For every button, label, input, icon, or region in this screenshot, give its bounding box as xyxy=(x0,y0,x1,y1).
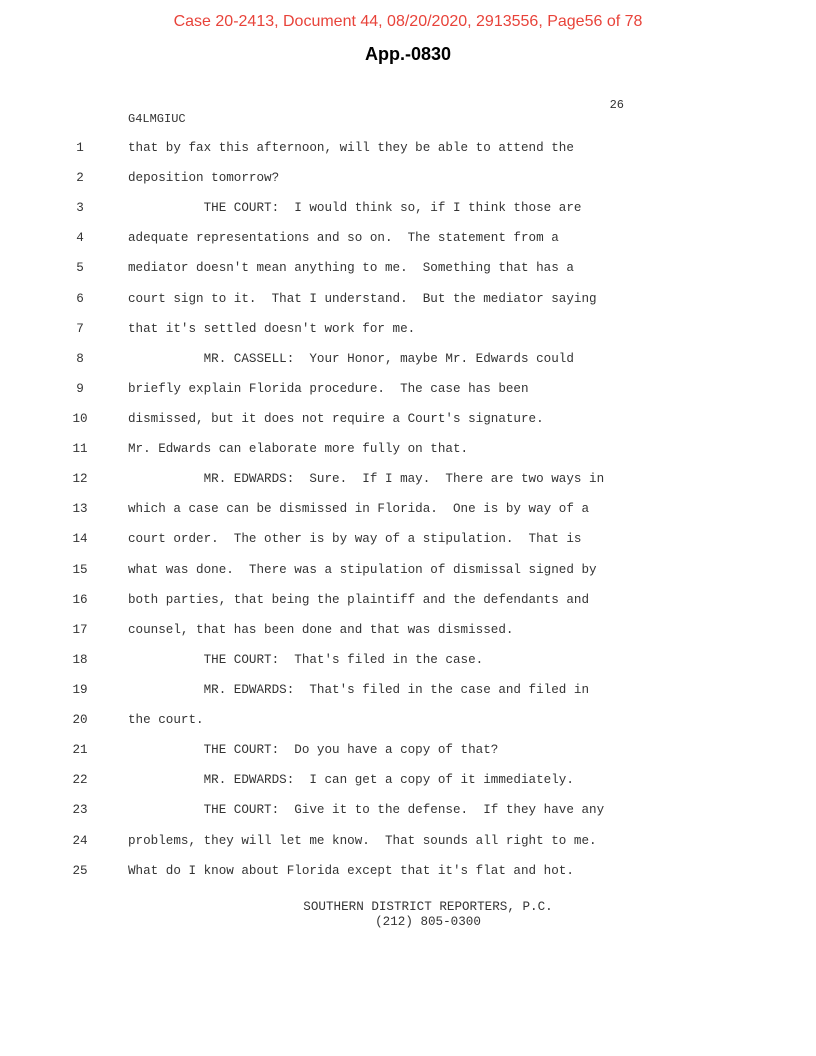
line-number: 19 xyxy=(72,682,88,697)
line-number: 21 xyxy=(72,743,88,758)
line-text: MR. CASSELL: Your Honor, maybe Mr. Edwards could xyxy=(128,351,574,366)
line-text: deposition tomorrow? xyxy=(128,171,280,186)
line-text: MR. EDWARDS: That's filed in the case and filed in xyxy=(128,682,590,697)
line-text: THE COURT: That's filed in the case. xyxy=(128,652,484,667)
transcript-line xyxy=(0,711,816,741)
transcript-line xyxy=(0,139,816,169)
line-number: 20 xyxy=(72,713,88,728)
line-text: what was done. There was a stipulation of dismissal signed by xyxy=(128,562,597,577)
line-text: which a case can be dismissed in Florida. One is by way of a xyxy=(128,502,590,517)
line-text: What do I know about Florida except that it's flat and hot. xyxy=(128,863,574,878)
line-text: both parties, that being the plaintiff and the defendants and xyxy=(128,592,590,607)
line-text: court order. The other is by way of a stipulation. That is xyxy=(128,532,582,547)
transcript-line xyxy=(0,350,816,380)
line-number: 11 xyxy=(72,442,88,457)
transcript-line xyxy=(0,169,816,199)
line-text: adequate representations and so on. The statement from a xyxy=(128,231,559,246)
line-text: THE COURT: I would think so, if I think those are xyxy=(128,201,582,216)
line-text: the court. xyxy=(128,713,204,728)
line-number: 16 xyxy=(72,592,88,607)
line-number: 23 xyxy=(72,803,88,818)
transcript-line xyxy=(0,681,816,711)
transcript-line xyxy=(0,199,816,229)
line-number: 6 xyxy=(76,291,84,306)
transcript-line xyxy=(0,801,816,831)
reporter-name: SOUTHERN DISTRICT REPORTERS, P.C. xyxy=(303,900,553,914)
line-number: 12 xyxy=(72,472,88,487)
appendix-page-number: App.-0830 xyxy=(364,44,452,64)
line-number: 24 xyxy=(72,833,88,848)
transcript-line xyxy=(0,440,816,470)
line-text: MR. EDWARDS: Sure. If I may. There are two ways in xyxy=(128,472,605,487)
line-text: that it's settled doesn't work for me. xyxy=(128,321,416,336)
reporter-footer xyxy=(0,900,816,930)
line-number: 14 xyxy=(72,532,88,547)
transcript-line xyxy=(0,862,816,892)
line-number: 22 xyxy=(72,773,88,788)
line-text: problems, they will let me know. That sounds all right to me. xyxy=(128,833,597,848)
line-text: Mr. Edwards can elaborate more fully on that. xyxy=(128,442,469,457)
line-text: MR. EDWARDS: I can get a copy of it immediately. xyxy=(128,773,574,788)
transcript-line xyxy=(0,380,816,410)
transcript-line xyxy=(0,320,816,350)
transcript-line xyxy=(0,470,816,500)
line-number: 13 xyxy=(72,502,88,517)
transcript-line xyxy=(0,741,816,771)
transcript-doc-code: G4LMGIUC xyxy=(128,112,186,126)
line-number: 15 xyxy=(72,562,88,577)
case-header: Case 20-2413, Document 44, 08/20/2020, 2913556, Page56 of 78 xyxy=(173,13,643,30)
line-number: 18 xyxy=(72,652,88,667)
transcript-line xyxy=(0,259,816,289)
transcript-line xyxy=(0,410,816,440)
line-number: 3 xyxy=(76,201,84,216)
line-number: 8 xyxy=(76,351,84,366)
line-text: court sign to it. That I understand. But the mediator saying xyxy=(128,291,597,306)
line-text: mediator doesn't mean anything to me. Something that has a xyxy=(128,261,574,276)
line-number: 4 xyxy=(76,231,84,246)
reporter-phone: (212) 805-0300 xyxy=(375,915,481,929)
transcript-line xyxy=(0,500,816,530)
transcript-line xyxy=(0,651,816,681)
transcript-line xyxy=(0,621,816,651)
line-number: 2 xyxy=(76,171,84,186)
transcript-page-number: 26 xyxy=(609,98,624,112)
line-text: dismissed, but it does not require a Court's signature. xyxy=(128,411,544,426)
line-text: THE COURT: Do you have a copy of that? xyxy=(128,743,499,758)
transcript-line xyxy=(0,290,816,320)
line-text: that by fax this afternoon, will they be able to attend the xyxy=(128,141,574,155)
line-text: counsel, that has been done and that was dismissed. xyxy=(128,622,514,637)
line-number: 1 xyxy=(76,141,84,155)
line-number: 9 xyxy=(76,381,84,396)
line-number: 25 xyxy=(72,863,88,878)
transcript-line xyxy=(0,229,816,259)
line-text: THE COURT: Give it to the defense. If they have any xyxy=(128,803,605,818)
transcript-line xyxy=(0,530,816,560)
transcript-line xyxy=(0,832,816,862)
transcript-line xyxy=(0,771,816,801)
line-number: 17 xyxy=(72,622,88,637)
line-number: 10 xyxy=(72,411,88,426)
line-text: briefly explain Florida procedure. The case has been xyxy=(128,381,529,396)
transcript-lines xyxy=(0,139,816,892)
transcript-line xyxy=(0,561,816,591)
line-number: 7 xyxy=(76,321,84,336)
transcript-line xyxy=(0,591,816,621)
line-number: 5 xyxy=(76,261,84,276)
